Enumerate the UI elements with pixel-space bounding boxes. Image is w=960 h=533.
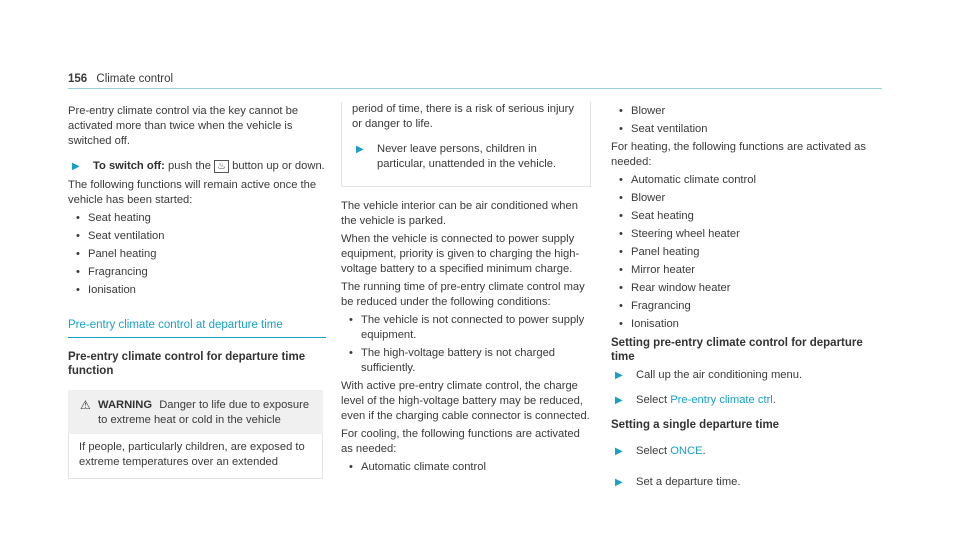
list-item: • Steering wheel heater xyxy=(611,227,873,242)
header-divider xyxy=(68,88,882,89)
list-item: • Ionisation xyxy=(611,317,873,332)
step-text-before: push the xyxy=(168,160,211,172)
step-arrow-icon: ▶ xyxy=(72,161,80,172)
list-item: • Mirror heater xyxy=(611,263,873,278)
step-suffix: . xyxy=(702,445,706,457)
list-item: • The high-voltage battery is not charged sufficiently. xyxy=(341,346,591,376)
following-paragraph: The following functions will remain active once the vehicle has been started: xyxy=(68,179,317,206)
list-item: • Rear window heater xyxy=(611,281,873,296)
page-number: 156 xyxy=(68,73,88,85)
cooling-list-continued xyxy=(611,104,873,137)
step-arrow-icon: ▶ xyxy=(615,370,623,381)
list-item: • Automatic climate control xyxy=(611,173,873,188)
paragraph: The running time of pre-entry climate control may be reduced under the following conditions: xyxy=(341,281,585,308)
heating-intro: For heating, the following functions are activated as needed: xyxy=(611,141,866,168)
climate-button-icon: ♨ xyxy=(214,160,229,173)
instruction-step xyxy=(611,444,873,459)
warning-title: WARNING xyxy=(98,399,153,411)
step-prefix: Select xyxy=(636,394,668,406)
list-item: • Blower xyxy=(611,191,873,206)
section-title-link[interactable]: Pre-entry climate control at departure time xyxy=(68,318,326,338)
menu-link-once[interactable]: ONCE xyxy=(670,445,703,457)
list-item: • Seat ventilation xyxy=(611,122,873,137)
cooling-list xyxy=(341,460,591,475)
step-arrow-icon: ▶ xyxy=(615,446,623,457)
warning-step-text: Never leave persons, children in particular, unattended in the vehicle. xyxy=(377,143,557,170)
column-middle xyxy=(341,104,591,478)
step-arrow-icon: ▶ xyxy=(356,144,364,155)
column-left xyxy=(68,104,330,479)
conditions-list xyxy=(341,313,591,376)
paragraph: The vehicle interior can be air conditioned when the vehicle is parked. xyxy=(341,200,578,227)
chapter-title: Climate control xyxy=(96,73,174,85)
warning-body: If people, particularly children, are exposed to extreme temperatures over an extended xyxy=(68,434,323,479)
list-item: • Panel heating xyxy=(68,247,330,262)
intro-paragraph: Pre-entry climate control via the key cannot be activated more than twice when the vehicle is switched off. xyxy=(68,105,299,147)
step-arrow-icon: ▶ xyxy=(615,477,623,488)
instruction-step xyxy=(611,475,873,490)
list-item: • Fragrancing xyxy=(611,299,873,314)
list-item: • Blower xyxy=(611,104,873,119)
list-item: • Seat heating xyxy=(68,211,330,226)
instruction-step xyxy=(611,368,873,383)
step-suffix: . xyxy=(772,394,776,406)
warning-triangle-icon: ⚠ xyxy=(80,398,91,412)
step-text: Set a departure time. xyxy=(636,476,741,488)
remaining-functions-list xyxy=(68,211,330,298)
list-item: • Fragrancing xyxy=(68,265,330,280)
switch-off-step xyxy=(68,159,330,174)
step-prefix: Select xyxy=(636,445,668,457)
paragraph: For cooling, the following functions are activated as needed: xyxy=(341,428,580,455)
step-label: To switch off: xyxy=(93,160,165,172)
subheading: Pre-entry climate control for departure time function xyxy=(68,351,306,377)
column-right xyxy=(611,104,873,494)
warning-box xyxy=(68,390,323,479)
paragraph: With active pre-entry climate control, the charge level of the high-voltage battery may be reduced, even if the charging cable connector is connected. xyxy=(341,380,590,422)
warning-continued-text: period of time, there is a risk of serious injury or danger to life. xyxy=(352,103,574,130)
step-arrow-icon: ▶ xyxy=(615,395,623,406)
list-item: • The vehicle is not connected to power supply equipment. xyxy=(341,313,591,343)
warning-step xyxy=(352,142,582,172)
warning-summary: Danger to life due to exposure to extreme heat or cold in the vehicle xyxy=(98,399,310,426)
single-departure-heading: Setting a single departure time xyxy=(611,419,780,431)
step-text-after: button up or down. xyxy=(232,160,325,172)
list-item: • Automatic climate control xyxy=(341,460,591,475)
list-item: • Seat ventilation xyxy=(68,229,330,244)
heating-list xyxy=(611,173,873,332)
instruction-step xyxy=(611,393,873,408)
list-item: • Seat heating xyxy=(611,209,873,224)
menu-link-pre-entry[interactable]: Pre-entry climate ctrl xyxy=(670,394,773,406)
step-text: Call up the air conditioning menu. xyxy=(636,369,803,381)
paragraph: When the vehicle is connected to power supply equipment, priority is given to charging the high-voltage battery to a specified minimum charge. xyxy=(341,233,580,275)
warning-box-continued xyxy=(341,102,591,187)
setting-heading: Setting pre-entry climate control for departure time xyxy=(611,337,863,363)
page-header xyxy=(68,72,173,87)
warning-header xyxy=(68,390,323,434)
list-item: • Panel heating xyxy=(611,245,873,260)
list-item: • Ionisation xyxy=(68,283,330,298)
